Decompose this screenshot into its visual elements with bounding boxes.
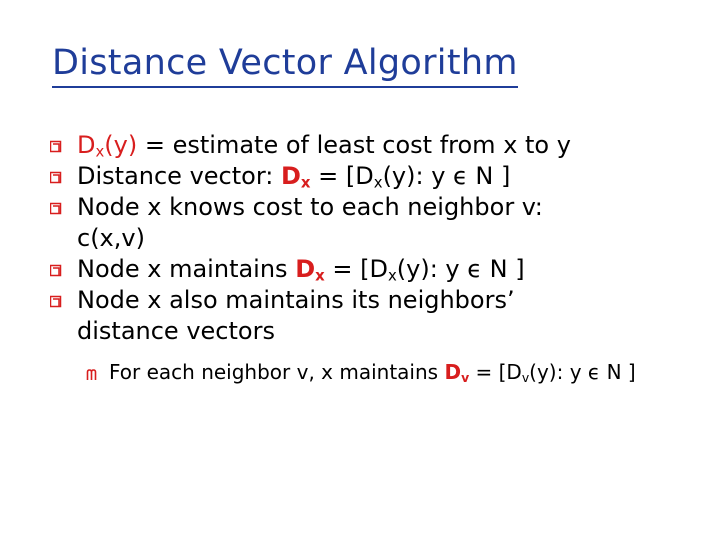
sub-bullet-text-continued: $D_v = [D_v(y)$: y ϵ N ] [444, 360, 636, 386]
bullet-text: = [D [324, 255, 388, 283]
dv-vector-symbol: $D_v$ [444, 360, 470, 386]
bullet-item [50, 130, 700, 161]
bullet-text-continued: c(x,v) [77, 224, 145, 252]
bullet-item [50, 161, 700, 192]
bullet-text: = estimate of least cost from x to y [137, 131, 571, 159]
red-square-bullet-icon [50, 264, 64, 278]
dx-vector-symbol: $D_x$ [281, 162, 311, 192]
red-m-bullet-icon [86, 368, 100, 381]
bullet-text-continued: distance vectors [77, 317, 275, 345]
bullet-text: (y): y ϵ N ] [382, 162, 511, 190]
red-square-bullet-icon [50, 171, 64, 185]
sub-bullet-text: For each neighbor v, x maintains [109, 360, 439, 384]
sub-bullet-item [50, 359, 700, 385]
bullet-text: Node x knows cost to each neighbor v: [77, 193, 543, 221]
bullet-text: Distance vector: [77, 162, 281, 190]
bullet-item [50, 192, 700, 254]
dx-symbol: $D_x(y)$ [77, 131, 138, 161]
bullet-list [50, 130, 700, 385]
subscript: x [387, 266, 397, 285]
bullet-text: (y): y ϵ N ] [396, 255, 525, 283]
red-square-bullet-icon [50, 140, 64, 154]
bullet-text: Node x also maintains its neighbors’ [77, 286, 515, 314]
subscript: x [373, 173, 383, 192]
bullet-item [50, 254, 700, 285]
slide-title: Distance Vector Algorithm [52, 40, 518, 88]
dx-vector-symbol: $D_x$ [295, 255, 325, 285]
bullet-item [50, 285, 700, 347]
bullet-text: Node x maintains [77, 255, 296, 283]
red-square-bullet-icon [50, 295, 64, 309]
red-square-bullet-icon [50, 202, 64, 216]
bullet-text: = [D [310, 162, 374, 190]
